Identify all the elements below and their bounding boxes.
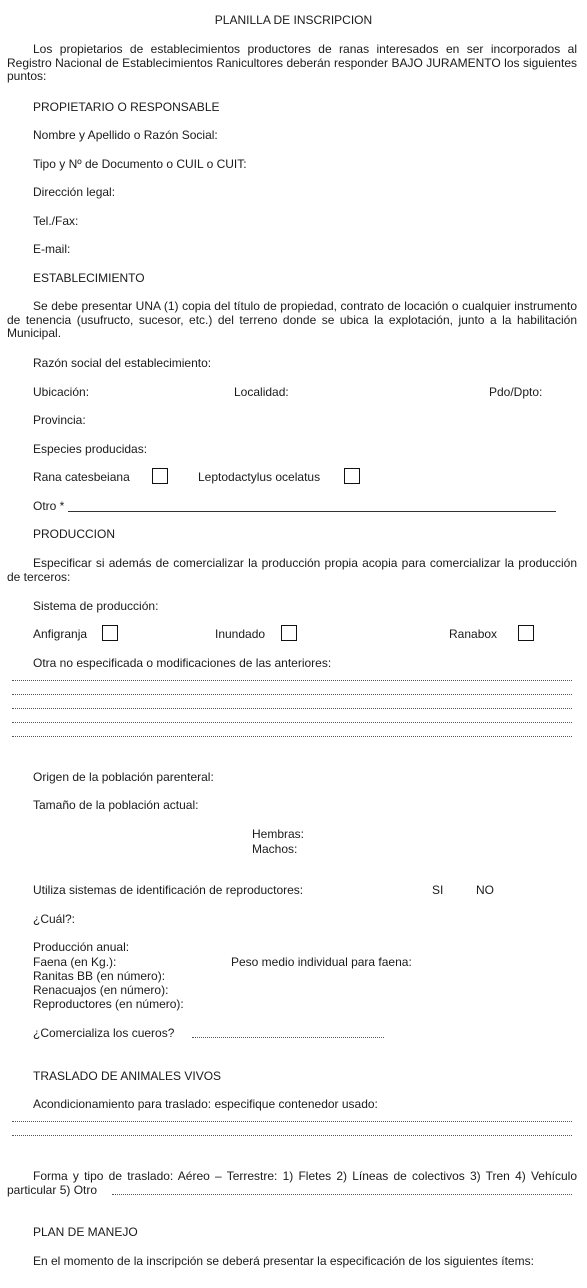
system-other-line-3[interactable] xyxy=(12,708,572,709)
production-heading: PRODUCCION xyxy=(33,527,116,541)
system-ranabox-label: Ranabox xyxy=(449,627,498,641)
system-ranabox-checkbox[interactable] xyxy=(518,625,534,641)
males-label: Machos: xyxy=(252,842,298,856)
breeders-label: Reproductores (en número): xyxy=(33,997,184,1011)
production-note: Especificar si además de comercializar la producción propia acopia para comercializar la producción de terceros: xyxy=(7,556,577,584)
species-other-line[interactable] xyxy=(68,511,556,512)
owner-heading: PROPIETARIO O RESPONSABLE xyxy=(33,100,220,114)
system-other-label: Otra no especificada o modificaciones de las anteriores: xyxy=(33,656,332,670)
species-catesbeiana-label: Rana catesbeiana xyxy=(33,470,130,484)
location-label: Ubicación: xyxy=(33,385,90,399)
avg-weight-label: Peso medio individual para faena: xyxy=(231,955,412,969)
tadpoles-label: Renacuajos (en número): xyxy=(33,983,169,997)
locality-label: Localidad: xyxy=(234,385,289,399)
slaughter-label: Faena (en Kg.): xyxy=(33,955,117,969)
females-label: Hembras: xyxy=(252,827,305,841)
owner-name-label: Nombre y Apellido o Razón Social: xyxy=(33,128,218,142)
system-inundado-checkbox[interactable] xyxy=(281,625,297,641)
species-label: Especies producidas: xyxy=(33,442,148,456)
owner-doc-label: Tipo y Nº de Documento o CUIL o CUIT: xyxy=(33,157,247,171)
establishment-heading: ESTABLECIMIENTO xyxy=(33,271,145,285)
establishment-paragraph xyxy=(7,300,577,341)
system-inundado-label: Inundado xyxy=(215,627,266,641)
hides-label: ¿Comercializa los cueros? xyxy=(33,1026,175,1040)
system-other-line-2[interactable] xyxy=(12,694,572,695)
owner-phone-label: Tel./Fax: xyxy=(33,214,79,228)
conditioning-line-2[interactable] xyxy=(12,1135,572,1136)
froglets-label: Ranitas BB (en número): xyxy=(33,969,166,983)
transport-form-paragraph xyxy=(7,1170,577,1197)
species-catesbeiana-checkbox[interactable] xyxy=(152,468,168,484)
hides-line[interactable] xyxy=(192,1037,384,1038)
id-systems-yes[interactable]: SI xyxy=(432,883,444,897)
plan-note: En el momento de la inscripción se deberá presentar la especificación de los siguientes ítems: xyxy=(33,1254,534,1268)
system-other-line-4[interactable] xyxy=(12,722,572,723)
plan-heading: PLAN DE MANEJO xyxy=(33,1225,138,1239)
conditioning-label: Acondicionamiento para traslado: especifique contenedor usado: xyxy=(33,1097,378,1111)
annual-production-label: Producción anual: xyxy=(33,940,130,954)
species-other-label: Otro * xyxy=(33,499,65,513)
production-paragraph xyxy=(7,557,577,584)
origin-label: Origen de la población parenteral: xyxy=(33,770,214,784)
system-anfigranja-checkbox[interactable] xyxy=(102,625,118,641)
population-size-label: Tamaño de la población actual: xyxy=(33,798,199,812)
transport-form-text: Forma y tipo de traslado: Aéreo – Terrestre: 1) Fletes 2) Líneas de colectivos 3) Tren 4) Vehículo particular 5) Otro xyxy=(7,1169,577,1197)
system-other-line-1[interactable] xyxy=(12,680,572,681)
id-systems-no[interactable]: NO xyxy=(476,883,494,897)
district-label: Pdo/Dpto: xyxy=(489,385,543,399)
system-other-line-5[interactable] xyxy=(12,736,572,737)
page-title: PLANILLA DE INSCRIPCION xyxy=(214,13,373,27)
conditioning-line-1[interactable] xyxy=(12,1121,572,1122)
transport-other-line[interactable] xyxy=(112,1194,572,1195)
owner-email-label: E-mail: xyxy=(33,242,71,256)
transport-heading: TRASLADO DE ANIMALES VIVOS xyxy=(33,1069,222,1083)
id-systems-label: Utiliza sistemas de identificación de reproductores: xyxy=(33,883,304,897)
which-label: ¿Cuál?: xyxy=(33,912,76,926)
owner-address-label: Dirección legal: xyxy=(33,185,116,199)
intro-text: Los propietarios de establecimientos productores de ranas interesados en ser incorporados al Registro Nacional de Establecimientos Ranicultores deberán responder BAJO JURAMENTO los siguientes puntos: xyxy=(7,42,577,83)
business-name-label: Razón social del establecimiento: xyxy=(33,356,212,370)
system-label: Sistema de producción: xyxy=(33,599,159,613)
establishment-note: Se debe presentar UNA (1) copia del título de propiedad, contrato de locación o cualquier instrumento de tenencia (usufructo, sucesor, etc.) del terreno donde se ubica la explotación, junto a la habilitación Municipal. xyxy=(7,299,577,340)
province-label: Provincia: xyxy=(33,413,86,427)
system-anfigranja-label: Anfigranja xyxy=(33,627,88,641)
species-ocelatus-label: Leptodactylus ocelatus xyxy=(198,470,321,484)
intro-paragraph xyxy=(7,43,577,84)
species-ocelatus-checkbox[interactable] xyxy=(344,468,360,484)
